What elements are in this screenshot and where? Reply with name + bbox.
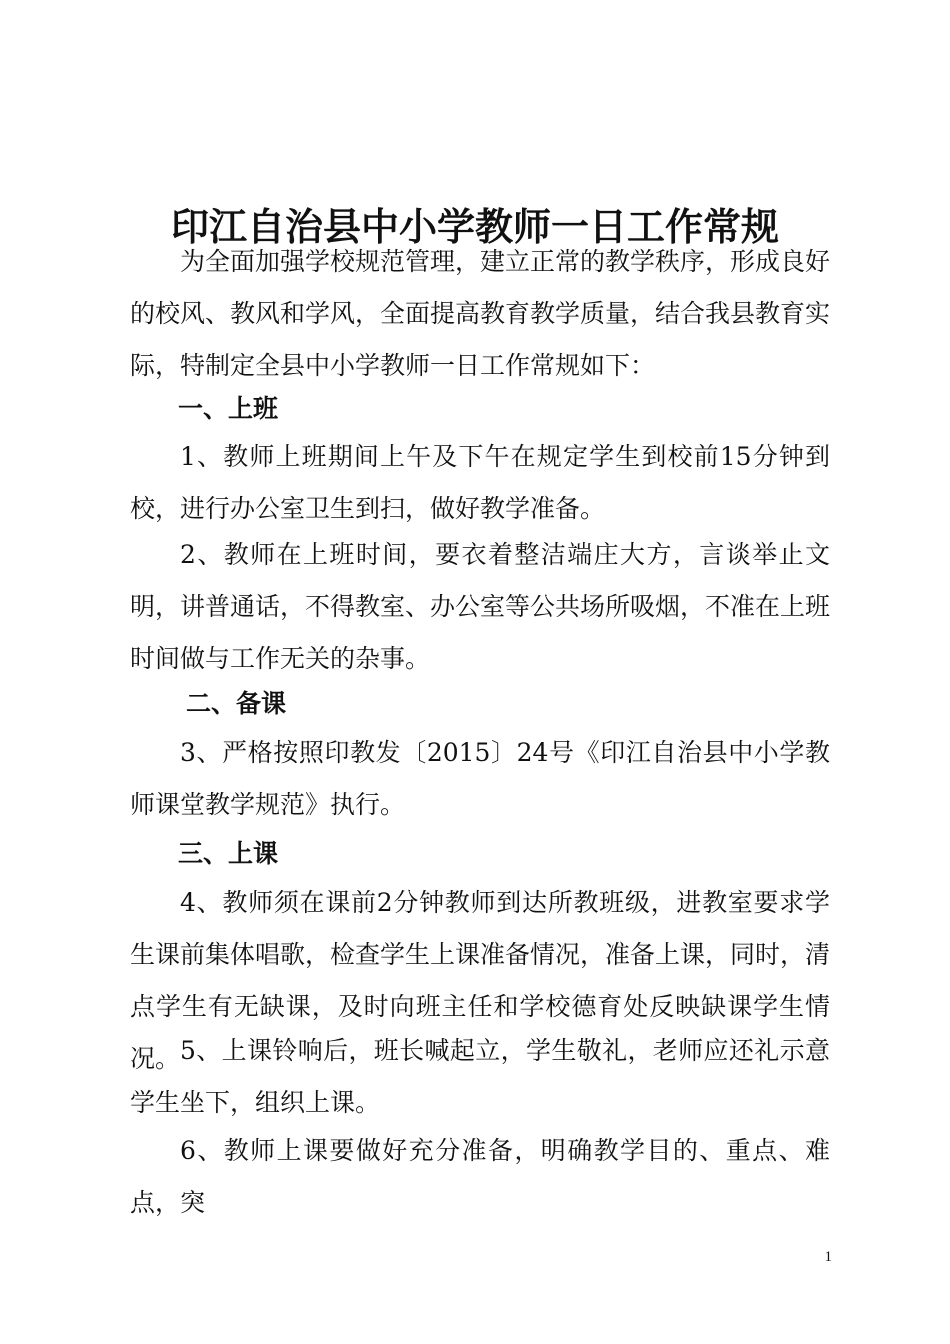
page-number: 1: [824, 1249, 832, 1265]
clause-4: 4、教师须在课前2分钟教师到达所教班级，进教室要求学生课前集体唱歌，检查学生上课准备情况，准备上课，同时，清点学生有无缺课，及时向班主任和学校德育处反映缺课学生情况。: [130, 888, 831, 1073]
clause-6: 6、教师上课要做好充分准备，明确教学目的、重点、难点，突: [130, 1136, 830, 1217]
clause-5: 5、上课铃响后，班长喊起立，学生敬礼，老师应还礼示意学生坐下，组织上课。: [130, 1036, 830, 1117]
section-heading-shangke: 三、上课: [178, 839, 279, 868]
document-title: 印江自治县中小学教师一日工作常规: [170, 204, 779, 250]
intro-paragraph: 为全面加强学校规范管理，建立正常的教学秩序，形成良好的校风、教风和学风，全面提高教育教学质量，结合我县教育实际，特制定全县中小学教师一日工作常规如下：: [130, 247, 831, 380]
clause-1: 1、教师上班期间上午及下午在规定学生到校前15分钟到校，进行办公室卫生到扫，做好教学准备。: [130, 442, 830, 523]
section-heading-shangban: 一、上班: [178, 394, 279, 423]
section-heading-beike: 二、备课: [186, 689, 287, 718]
clause-3: 3、严格按照印教发〔2015〕24号《印江自治县中小学教师课堂教学规范》执行。: [130, 738, 830, 819]
clause-2: 2、教师在上班时间，要衣着整洁端庄大方，言谈举止文明，讲普通话，不得教室、办公室等公共场所吸烟，不准在上班时间做与工作无关的杂事。: [130, 540, 831, 673]
